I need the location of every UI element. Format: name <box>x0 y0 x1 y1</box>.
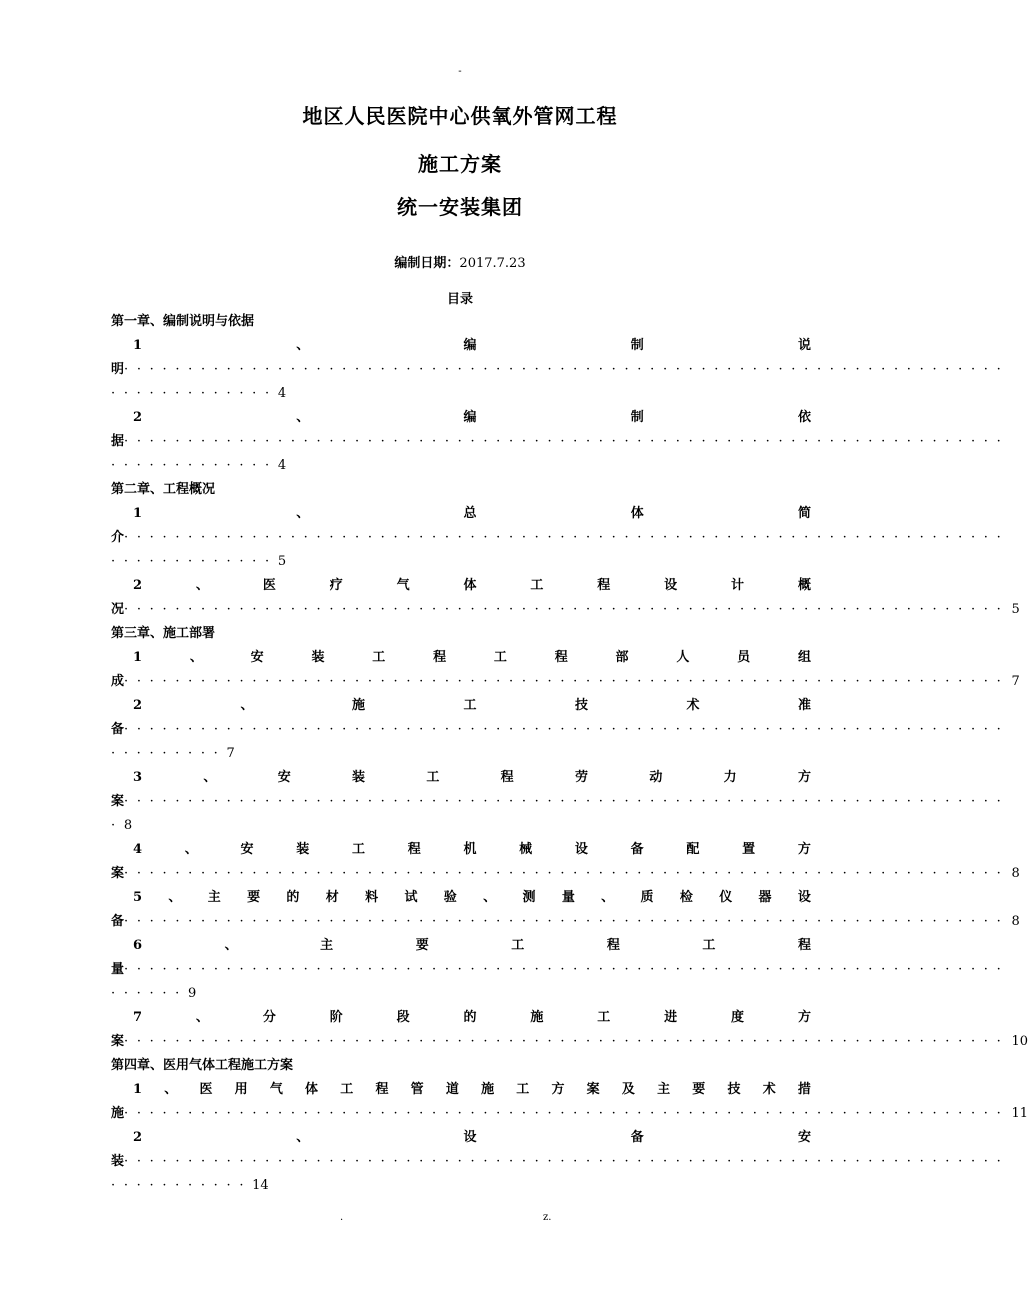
toc-entry-leader <box>111 960 1010 980</box>
document-title: 地区人民医院中心供氧外管网工程 <box>302 104 618 128</box>
toc-entry-leader <box>111 792 1010 812</box>
toc-entry-char: 工 <box>516 1082 530 1097</box>
toc-entry-char: 材 <box>325 890 339 905</box>
toc-entry-char: 术 <box>762 1082 776 1097</box>
toc-entry-char: 械 <box>519 842 533 857</box>
toc-entry-char: 程 <box>375 1082 389 1097</box>
toc-entry-char: 料 <box>365 890 379 905</box>
toc-entry-char: 制 <box>630 338 644 353</box>
toc-entry-char: 工 <box>702 938 716 953</box>
toc-page-number: 8 <box>1011 914 1020 929</box>
toc-entry-char: 医 <box>262 578 276 593</box>
toc-entry-char: 技 <box>727 1082 741 1097</box>
toc-page-number: 4 <box>277 386 287 401</box>
dot-leader: ····································································· <box>124 1154 1010 1169</box>
toc-entry-char: 、 <box>601 890 615 905</box>
toc-entry-char: 工 <box>463 698 477 713</box>
toc-chapter-heading: 第二章、工程概况 <box>111 482 216 497</box>
toc-page-number: 10 <box>1011 1034 1028 1049</box>
toc-entry-char: 的 <box>286 890 300 905</box>
toc-entry-heading <box>111 840 811 860</box>
toc-entry-char: 工 <box>351 842 365 857</box>
toc-entry-tail: 案 <box>111 866 125 881</box>
toc-entry-char: 设 <box>463 1130 477 1145</box>
toc-entry-char: 试 <box>404 890 418 905</box>
toc-entry-char: 疗 <box>329 578 343 593</box>
toc-entry-char: 方 <box>797 770 811 785</box>
toc-entry-char: 进 <box>664 1010 678 1025</box>
toc-entry-char: 医 <box>199 1082 213 1097</box>
toc-entry-char: 程 <box>606 938 620 953</box>
toc-entry-char: 、 <box>184 842 198 857</box>
toc-page-number: 8 <box>123 818 133 833</box>
toc-entry-char: 技 <box>574 698 588 713</box>
toc-entry-char: 施 <box>481 1082 495 1097</box>
toc-entry-char: 设 <box>797 890 811 905</box>
toc-page-number: 4 <box>277 458 287 473</box>
toc-entry-heading <box>111 1080 811 1100</box>
toc-page-number: 5 <box>1011 602 1020 617</box>
toc-entry-char: 2 <box>133 578 143 593</box>
toc-entry-char: 工 <box>530 578 544 593</box>
toc-entry-char: 2 <box>133 1130 143 1145</box>
toc-entry-tail: 况 <box>111 602 125 617</box>
toc-entry-char: 准 <box>797 698 811 713</box>
toc-entry-char: 段 <box>396 1010 410 1025</box>
toc-entry-char: 、 <box>203 770 217 785</box>
toc-entry-char: 气 <box>269 1082 283 1097</box>
toc-entry-char: 概 <box>797 578 811 593</box>
dot-leader: ····································································· <box>124 434 1010 449</box>
toc-entry-char: 1 <box>133 1082 143 1097</box>
toc-entry-char: 安 <box>250 650 264 665</box>
toc-entry-char: 、 <box>240 698 254 713</box>
toc-entry-char: 量 <box>561 890 575 905</box>
footer-right: z. <box>543 1212 552 1223</box>
toc-entry-leader <box>111 864 1020 884</box>
toc-entry-leader-cont <box>111 984 811 1004</box>
date-value: 2017.7.23 <box>459 256 526 271</box>
toc-entry-char: 7 <box>133 1010 143 1025</box>
toc-entry-leader <box>111 1032 1028 1052</box>
toc-entry-char: 、 <box>164 1082 178 1097</box>
toc-entry-char: 方 <box>797 1010 811 1025</box>
toc-entry-char: 工 <box>493 650 507 665</box>
toc-entry-char: 编 <box>463 338 477 353</box>
toc-entry-tail: 案 <box>111 1034 125 1049</box>
toc-entry-heading <box>111 1128 811 1148</box>
dot-leader: ····································································· <box>124 914 1010 929</box>
toc-entry-char: 6 <box>133 938 143 953</box>
toc-entry-char: 施 <box>530 1010 544 1025</box>
toc-entry-char: 仪 <box>719 890 733 905</box>
toc-entry-char: 体 <box>463 578 477 593</box>
toc-entry-char: 要 <box>692 1082 706 1097</box>
toc-entry-heading <box>111 768 811 788</box>
compile-date <box>0 252 920 271</box>
toc-entry-char: 置 <box>742 842 756 857</box>
toc-entry-heading <box>111 576 811 596</box>
dot-leader: ············· <box>111 386 278 401</box>
toc-entry-char: 案 <box>586 1082 600 1097</box>
toc-entry-tail: 明 <box>111 362 125 377</box>
toc-entry-tail: 施 <box>111 1106 125 1121</box>
dot-leader: ····································································· <box>124 362 1010 377</box>
toc-entry-leader-cont <box>111 384 811 404</box>
toc-entry-char: 验 <box>443 890 457 905</box>
toc-entry-heading <box>111 1008 811 1028</box>
toc-entry-char: 力 <box>723 770 737 785</box>
toc-entry-leader-cont <box>111 1176 811 1196</box>
toc-entry-leader <box>111 528 1010 548</box>
date-label: 编制日期： <box>394 256 460 271</box>
toc-entry-heading <box>111 504 811 524</box>
toc-entry-char: 要 <box>247 890 261 905</box>
toc-entry-leader <box>111 600 1020 620</box>
toc-entry-char: 管 <box>410 1082 424 1097</box>
toc-entry-leader-cont <box>111 552 811 572</box>
toc-entry-char: 主 <box>320 938 334 953</box>
toc-entry-char: 阶 <box>329 1010 343 1025</box>
dot-leader: ····································································· <box>124 530 1010 545</box>
toc-entry-char: 人 <box>676 650 690 665</box>
toc-page-number: 11 <box>1011 1106 1028 1121</box>
toc-entry-char: 设 <box>574 842 588 857</box>
toc-entry-leader <box>111 432 1010 452</box>
toc-entry-char: 、 <box>168 890 182 905</box>
toc-page-number: 5 <box>277 554 287 569</box>
toc-entry-heading <box>111 408 811 428</box>
toc-chapter-heading: 第三章、施工部署 <box>111 626 216 641</box>
dot-leader: · <box>111 818 124 833</box>
footer-left: . <box>340 1212 344 1223</box>
toc-entry-tail: 备 <box>111 914 125 929</box>
toc-entry-char: 、 <box>483 890 497 905</box>
toc-entry-char: 安 <box>240 842 254 857</box>
toc-entry-char: 装 <box>296 842 310 857</box>
toc-entry-char: 2 <box>133 410 143 425</box>
toc-entry-char: 主 <box>207 890 221 905</box>
toc-entry-char: 主 <box>657 1082 671 1097</box>
toc-entry-char: 部 <box>615 650 629 665</box>
toc-page-number: 7 <box>226 746 235 761</box>
toc-entry-leader <box>111 672 1020 692</box>
dot-leader: ············· <box>111 458 278 473</box>
toc-entry-char: 1 <box>133 506 143 521</box>
toc-entry-tail: 备 <box>111 722 125 737</box>
toc-entry-char: 道 <box>445 1082 459 1097</box>
toc-entry-char: 安 <box>797 1130 811 1145</box>
toc-entry-char: 制 <box>630 410 644 425</box>
header-mark: - <box>458 66 462 77</box>
toc-entry-leader-cont <box>111 456 811 476</box>
toc-entry-heading <box>111 936 811 956</box>
toc-chapter-heading: 第四章、医用气体工程施工方案 <box>111 1058 294 1073</box>
toc-entry-char: 员 <box>737 650 751 665</box>
toc-entry-char: 装 <box>311 650 325 665</box>
toc-entry-char: 程 <box>554 650 568 665</box>
toc-entry-char: 工 <box>340 1082 354 1097</box>
toc-entry-char: 器 <box>758 890 772 905</box>
toc-entry-leader <box>111 1152 1010 1172</box>
toc-entry-leader-cont <box>111 816 811 836</box>
toc-page-number: 9 <box>188 986 197 1001</box>
toc-entry-char: 配 <box>686 842 700 857</box>
toc-entry-char: 4 <box>133 842 143 857</box>
toc-entry-char: 、 <box>195 1010 209 1025</box>
toc-entry-char: 、 <box>296 410 310 425</box>
toc-entry-char: 的 <box>463 1010 477 1025</box>
dot-leader: ····································································· <box>124 602 1010 617</box>
toc-entry-heading <box>111 648 811 668</box>
dot-leader: ············· <box>111 554 278 569</box>
toc-entry-char: 要 <box>415 938 429 953</box>
toc-entry-char: 总 <box>463 506 477 521</box>
toc-entry-char: 设 <box>664 578 678 593</box>
toc-entry-char: 组 <box>797 650 811 665</box>
toc-entry-char: 程 <box>500 770 514 785</box>
toc-entry-tail: 据 <box>111 434 125 449</box>
toc-entry-tail: 成 <box>111 674 125 689</box>
toc-entry-char: 体 <box>305 1082 319 1097</box>
dot-leader: ····································································· <box>124 1034 1010 1049</box>
toc-entry-char: 1 <box>133 338 143 353</box>
toc-entry-leader-cont <box>111 744 811 764</box>
dot-leader: ······ <box>111 986 188 1001</box>
toc-entry-leader <box>111 1104 1028 1124</box>
toc-entry-char: 程 <box>433 650 447 665</box>
toc-entry-char: 工 <box>511 938 525 953</box>
toc-page-number: 8 <box>1011 866 1020 881</box>
toc-entry-leader <box>111 720 1010 740</box>
toc-entry-char: 劳 <box>575 770 589 785</box>
toc-page-number: 7 <box>1011 674 1020 689</box>
toc-entry-char: 及 <box>621 1082 635 1097</box>
toc-entry-tail: 介 <box>111 530 125 545</box>
dot-leader: ····································································· <box>124 1106 1010 1121</box>
toc-entry-char: 简 <box>797 506 811 521</box>
toc-entry-char: 气 <box>396 578 410 593</box>
toc-entry-heading <box>111 336 811 356</box>
toc-entry-char: 、 <box>189 650 203 665</box>
toc-entry-char: 测 <box>522 890 536 905</box>
toc-page-number: 14 <box>252 1178 269 1193</box>
toc-entry-char: 备 <box>630 1130 644 1145</box>
document-subtitle: 施工方案 <box>418 152 502 176</box>
toc-entry-char: 用 <box>234 1082 248 1097</box>
toc-entry-char: 程 <box>407 842 421 857</box>
dot-leader: ····································································· <box>124 866 1010 881</box>
dot-leader: ········· <box>111 746 227 761</box>
toc-entry-char: 工 <box>426 770 440 785</box>
toc-entry-char: 工 <box>597 1010 611 1025</box>
toc-entry-char: 1 <box>133 650 143 665</box>
toc-entry-char: 计 <box>731 578 745 593</box>
toc-entry-char: 机 <box>463 842 477 857</box>
toc-title: 目录 <box>446 292 473 307</box>
toc-chapter-heading: 第一章、编制说明与依据 <box>111 314 255 329</box>
toc-entry-char: 程 <box>797 938 811 953</box>
toc-entry-char: 施 <box>352 698 366 713</box>
toc-entry-char: 依 <box>797 410 811 425</box>
dot-leader: ····································································· <box>124 674 1010 689</box>
toc-entry-char: 体 <box>630 506 644 521</box>
toc-entry-char: 、 <box>296 1130 310 1145</box>
toc-entry-char: 、 <box>296 506 310 521</box>
toc-entry-char: 说 <box>797 338 811 353</box>
toc-entry-char: 措 <box>797 1082 811 1097</box>
toc-entry-char: 动 <box>649 770 663 785</box>
toc-entry-char: 方 <box>551 1082 565 1097</box>
dot-leader: ··········· <box>111 1178 253 1193</box>
dot-leader: ····································································· <box>124 794 1010 809</box>
toc-entry-char: 分 <box>262 1010 276 1025</box>
toc-entry-char: 、 <box>296 338 310 353</box>
toc-entry-heading <box>111 696 811 716</box>
toc-entry-char: 度 <box>731 1010 745 1025</box>
toc-entry-tail: 案 <box>111 794 125 809</box>
toc-entry-char: 5 <box>133 890 143 905</box>
toc-entry-char: 编 <box>463 410 477 425</box>
toc-entry-leader <box>111 360 1010 380</box>
toc-entry-tail: 量 <box>111 962 125 977</box>
toc-entry-leader <box>111 912 1020 932</box>
toc-entry-char: 安 <box>277 770 291 785</box>
toc-entry-char: 程 <box>597 578 611 593</box>
company-name: 统一安装集团 <box>397 195 523 219</box>
dot-leader: ····································································· <box>124 962 1010 977</box>
toc-entry-char: 、 <box>195 578 209 593</box>
toc-entry-char: 3 <box>133 770 143 785</box>
toc-entry-tail: 装 <box>111 1154 125 1169</box>
toc-entry-char: 2 <box>133 698 143 713</box>
toc-entry-char: 方 <box>797 842 811 857</box>
toc-entry-char: 质 <box>640 890 654 905</box>
toc-entry-heading <box>111 888 811 908</box>
toc-entry-char: 检 <box>679 890 693 905</box>
toc-entry-char: 装 <box>352 770 366 785</box>
toc-entry-char: 术 <box>686 698 700 713</box>
toc-entry-char: 、 <box>224 938 238 953</box>
toc-entry-char: 工 <box>372 650 386 665</box>
dot-leader: ····································································· <box>124 722 1010 737</box>
toc-entry-char: 备 <box>630 842 644 857</box>
